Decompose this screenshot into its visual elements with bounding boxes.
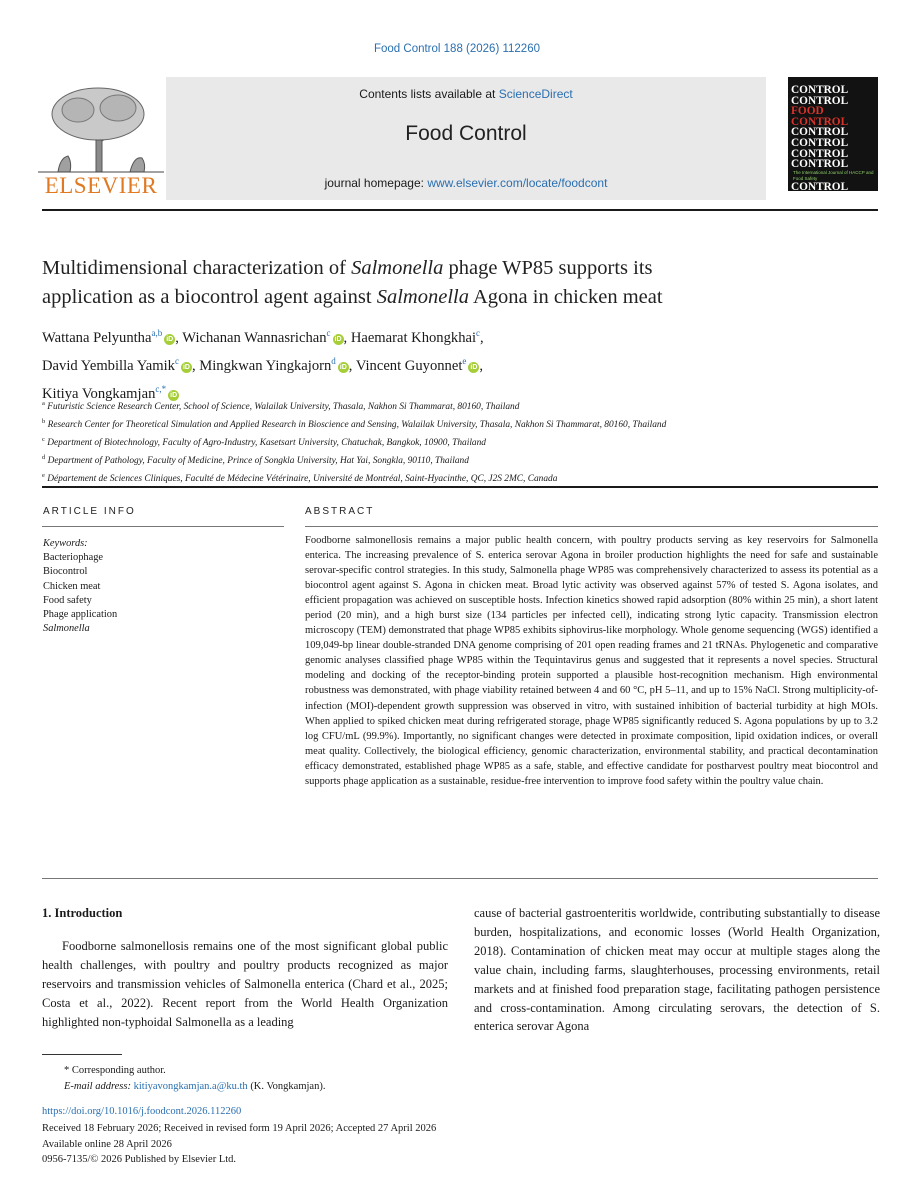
keyword[interactable]: Chicken meat [43, 580, 101, 592]
homepage-prefix: journal homepage: [324, 176, 428, 190]
cover-tagline: The International Journal of HACCP and Food Safety [793, 169, 874, 181]
contents-prefix: Contents lists available at [359, 87, 499, 101]
header-rule [42, 209, 878, 211]
author-name: Vincent Guyonnet [355, 357, 463, 374]
affiliation-text: Department of Biotechnology, Faculty of Agro-Industry, Kasetsart University, Chatuchak, Bangkok, 10900, Thailand [47, 437, 486, 448]
author-name: Wattana Pelyuntha [42, 329, 152, 346]
cover-word: CONTROL [791, 84, 849, 96]
corresponding-text: Corresponding author. [71, 1065, 166, 1076]
title-text: Agona in chicken meat [468, 286, 663, 308]
affiliation [42, 451, 872, 469]
intro-column-left: Foodborne salmonellosis remains one of the most significant global public health challenges, with poultry and poultry products recognized as major reservoirs and transmission vehicles of Salmonella enterica (Chard et al., 2025; Costa et al., 2022). Recent report from the World Health Organization highlighted non-typhoidal Salmonella as a leading [42, 939, 448, 1029]
author[interactable] [182, 330, 343, 346]
journal-title: Food Control [405, 122, 527, 145]
abstract-heading: ABSTRACT [305, 506, 375, 517]
title-text: Multidimensional characterization of [42, 257, 352, 279]
corresponding-line: * Corresponding author. [64, 1065, 166, 1076]
affiliation [42, 433, 872, 451]
online-line: Available online 28 April 2026 [42, 1138, 172, 1150]
journal-citation[interactable]: Food Control 188 (2026) 112260 [373, 43, 540, 55]
author-name: Haemarat Khongkhai [350, 329, 477, 346]
cover-word: CONTROL [791, 180, 849, 193]
abstract-rule [305, 526, 878, 527]
orcid-icon[interactable]: iD [339, 363, 347, 371]
title-text: phage WP85 supports its [443, 257, 653, 279]
dates-line: Received 18 February 2026; Received in revised form 19 April 2026; Accepted 27 April 2026 [42, 1123, 437, 1134]
affiliation-text: Department of Pathology, Faculty of Medicine, Prince of Songkla University, Hat Yai, Songkla, 90110, Thailand [47, 455, 469, 466]
keyword[interactable]: Food safety [43, 594, 92, 606]
keywords-label: Keywords: [43, 538, 88, 549]
sciencedirect-link[interactable]: ScienceDirect [498, 87, 573, 101]
copyright-line: 0956-7135/© 2026 Published by Elsevier Ltd. [42, 1154, 237, 1166]
cover-word: CONTROL [791, 94, 849, 107]
footnote-rule [42, 1054, 122, 1055]
author[interactable] [355, 355, 480, 374]
title-italic: Salmonella [351, 257, 444, 279]
affiliation-text: Département de Sciences Cliniques, Faculté de Médecine Vétérinaire, Université de Montréal, Saint-Hyacinthe, QC, J2S 2MC, Canada [47, 473, 558, 484]
author-affil-sup[interactable]: e [462, 355, 467, 366]
introduction-heading: 1. Introduction [42, 906, 123, 920]
affiliation-key: d [42, 453, 46, 461]
affiliation-key: b [42, 417, 46, 425]
contents-line [166, 87, 766, 101]
author-affil-sup[interactable]: c [174, 355, 179, 366]
cover-word-food [791, 106, 878, 127]
publisher-wordmark: ELSEVIER [44, 173, 158, 198]
author-list: Wattana Pelyuntha$^{a,b}$iD , Wichanan Wannasrichan$^c$iD , Haemarat Khongkhai$^c$, David Yembilla Yamik$^c$iD , Mingkwan Yingkajorn$^d$iD , Vincent Guyonnet$^e$iD , Kitiya Vongkamjan$^{c,*}$iD [42, 328, 484, 402]
affiliation-list [42, 397, 872, 487]
email-suffix: (K. Vongkamjan). [247, 1081, 326, 1092]
orcid-icon[interactable]: iD [470, 363, 478, 371]
keyword[interactable]: Phage application [43, 609, 118, 621]
title-text: application as a biocontrol agent against [42, 286, 377, 308]
affiliation-key: c [42, 435, 45, 443]
author-affil-sup[interactable]: c [326, 328, 331, 338]
author[interactable] [351, 330, 480, 346]
cover-food: FOOD [791, 105, 824, 118]
email-label: E-mail address: [64, 1081, 134, 1092]
abstract-end-rule [42, 878, 878, 879]
publication-info [42, 1121, 642, 1168]
cover-word: CONTROL [791, 115, 849, 128]
keywords-block [43, 537, 283, 636]
author-name: David Yembilla Yamik [42, 357, 175, 374]
affiliation-key: a [42, 400, 45, 407]
author-affil-sup[interactable]: d [331, 355, 336, 366]
abstract-text: Foodborne salmonellosis remains a major public health concern, with poultry products serving as key reservoirs for Salmonella enterica. The increasing prevalence of S. enterica serovar Agona in broiler production highlights the need for safe and sustainable serovar-specific control strategies. In this study, Salmonella phage WP85 was comprehensively characterized to assess its potential as a biocontrol agent against S. Agona in chicken meat. Broad lytic activity was observed against 57% of tested S. Agona isolates, and efficient propagation was achieved on susceptible hosts. Infection kinetics showed rapid adsorption (80% within 25 min), a short latent period (20 min), and a high burst size (134 particles per infected cell), indicating strong lytic capacity. Transmission electron microscopy (TEM) demonstrated that phage WP85 exhibits siphovirus-like morphology. Whole genome sequencing (WGS) identified a 109,049-bp linear double-stranded DNA genome comprising of 201 open reading frames and 21 tRNAs. Phylogenetic and comparative genomic analyses classified phage WP85 within the Tequintavirus genus and suggested that it represents a novel species. Structural modeling and docking of the receptor-binding protein supported a plausible host-recognition mechanism. High environmental robustness was demonstrated, with phage viability retained between 4 and 60 °C, pH 5–11, and up to 15% NaCl. Strong multiplicity-of-infection (MOI)-dependent growth suppression was observed in vitro, with sustained inhibition of bacterial turbidity at high MOIs. When applied to spiked chicken meat during refrigerated storage, phage WP85 significantly reduced S. Agona populations by up to 3.2 log CFU/mL (99.9%). Importantly, no significant changes were detected in proximate composition, lipid oxidation indices, or overall meat quality. Collectively, the biological efficiency, genomic characterization, environmental stability, and practical decontamination efficacy demonstrated, established phage WP85 as a safe, stable, and effective candidate for postharvest poultry meat biocontrol and supports phage application as a sustainable, residue-free intervention to improve food safety within the poultry value chain. [305, 535, 878, 787]
author-affil-sup[interactable]: a,b [151, 328, 163, 338]
affiliation-key: e [42, 471, 45, 479]
keyword[interactable]: Salmonella [43, 623, 90, 635]
orcid-icon[interactable]: iD [166, 335, 174, 343]
affiliation-text: Research Center for Theoretical Simulation and Applied Research in Bioscience and Sensing, Walailak University, Thasala, Nakhon Si Thammarat, 80160, Thailand [47, 420, 667, 431]
author-name: Mingkwan Yingkajorn [199, 357, 332, 374]
author-name: Kitiya Vongkamjan [42, 385, 156, 402]
cover-word: CONTROL [791, 136, 849, 149]
intro-column-right: cause of bacterial gastroenteritis worldwide, contributing substantially to disease burden, hospitalizations, and economic losses (World Health Organization, 2018). Contamination of chicken meat may occur at multiple stages along the value chain, including farms, slaughterhouses, processing environments, retail markets and at finished food preparation stage, facilitating pathogen persistence and cross-contamination. Among circulating serovars, the detection of S. enterica serovar Agona [474, 906, 880, 1034]
article-title [42, 254, 872, 312]
article-info-heading: ARTICLE INFO [43, 506, 136, 517]
doi-link[interactable]: https://doi.org/10.1016/j.foodcont.2026.112260 [42, 1106, 242, 1117]
affiliation [42, 397, 872, 415]
email-link[interactable]: kitiyavongkamjan.a@ku.th [133, 1081, 248, 1092]
author-name: Wichanan Wannasrichan [182, 329, 327, 346]
cover-word: CONTROL [791, 158, 849, 171]
author-affil-sup[interactable]: c [476, 328, 481, 338]
article-info-rule [42, 526, 284, 527]
author-affil-sup[interactable]: c,* [155, 383, 167, 394]
author[interactable] [42, 330, 175, 346]
corresponding-footnote [42, 1063, 542, 1095]
cover-word: CONTROL [791, 126, 849, 139]
email-line [42, 1079, 542, 1095]
author[interactable] [199, 355, 349, 374]
orcid-icon[interactable]: iD [170, 391, 178, 399]
author[interactable] [42, 355, 192, 374]
journal-cover[interactable] [788, 77, 878, 204]
homepage-line [166, 176, 766, 190]
cover-word: CONTROL [791, 147, 849, 160]
affiliation [42, 415, 872, 433]
keyword[interactable]: Bacteriophage [43, 552, 104, 564]
keyword[interactable]: Biocontrol [43, 566, 88, 578]
title-italic: Salmonella [376, 286, 469, 308]
cover-word: CONTROL [791, 191, 849, 204]
homepage-link[interactable]: www.elsevier.com/locate/foodcont [427, 176, 608, 190]
orcid-icon[interactable]: iD [334, 335, 342, 343]
orcid-icon[interactable]: iD [182, 363, 190, 371]
affiliation-text: Futuristic Science Research Center, School of Science, Walailak University, Thasala, Nakhon Si Thammarat, 80160, Thailand [47, 402, 520, 413]
affiliation [42, 469, 872, 487]
section-rule [42, 486, 878, 488]
